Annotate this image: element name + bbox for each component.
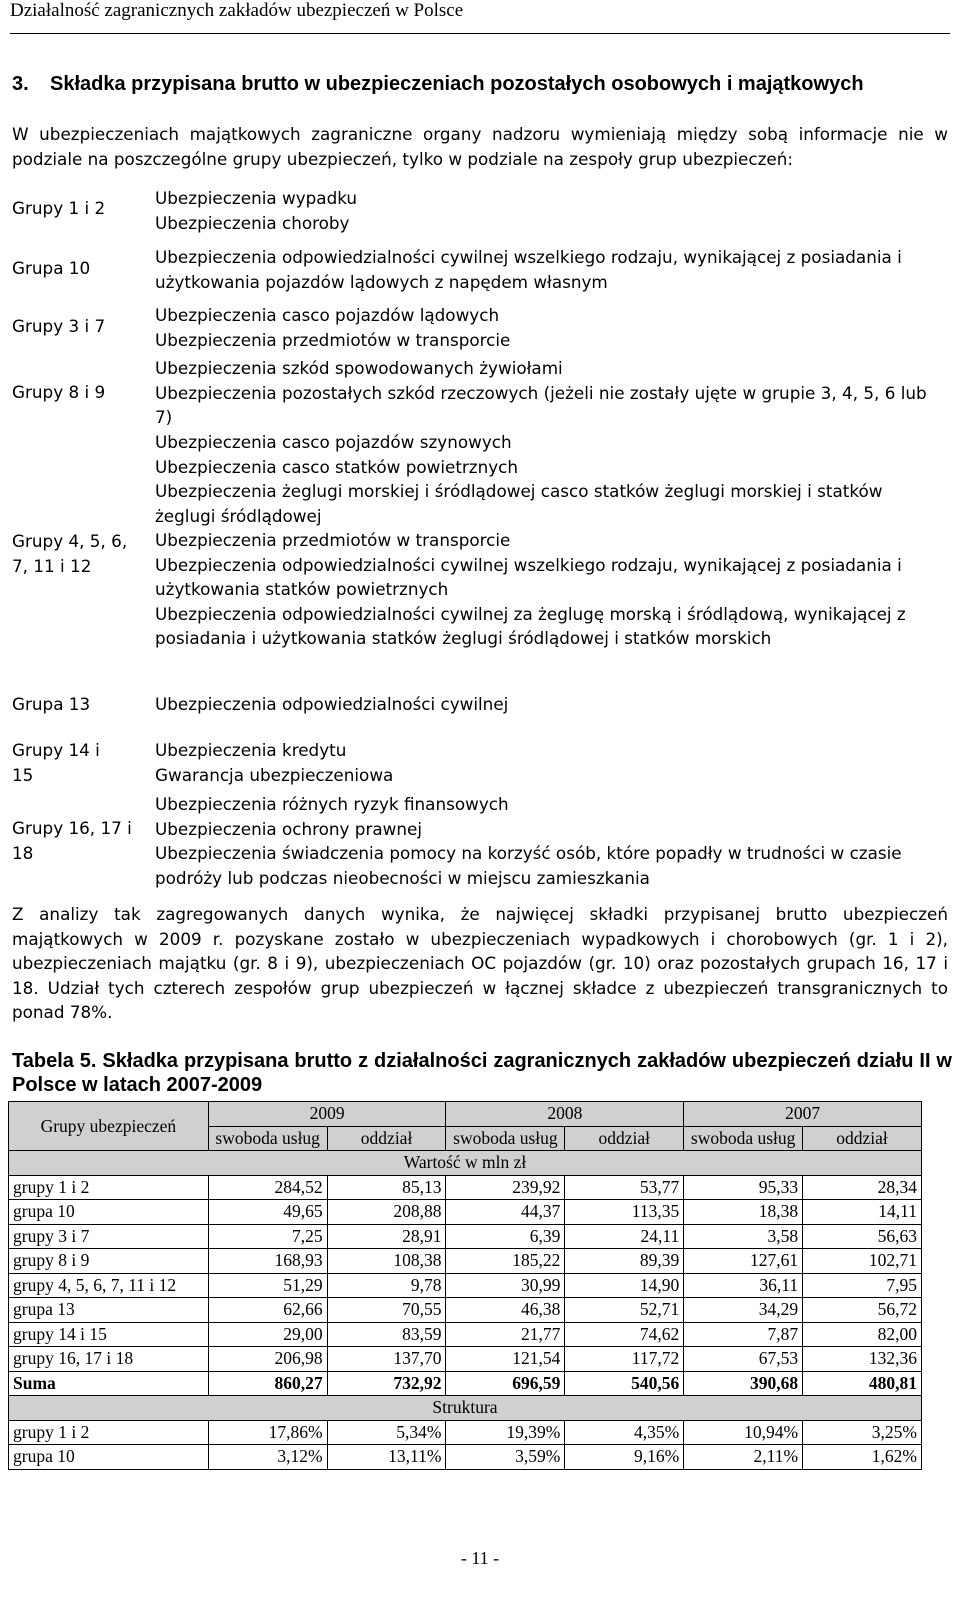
cell-value: 53,77 xyxy=(565,1175,684,1200)
cell-value: 7,95 xyxy=(803,1273,922,1298)
table-caption: Tabela 5. Składka przypisana brutto z działalności zagranicznych zakładów ubezpieczeń działu II w Polsce w latach 2007-2009 xyxy=(12,1050,952,1096)
premium-table xyxy=(8,1101,922,1470)
row-label: grupa 10 xyxy=(9,1445,209,1470)
section-title-text: Składka przypisana brutto w ubezpieczeniach pozostałych osobowych i majątkowych xyxy=(50,73,864,95)
section-title xyxy=(12,72,952,96)
cell-value: 3,12% xyxy=(208,1445,327,1470)
group-desc-line: Ubezpieczenia choroby xyxy=(155,212,350,233)
group-desc-4-12 xyxy=(155,430,945,651)
cell-value: 19,39% xyxy=(446,1420,565,1445)
cell-value: 30,99 xyxy=(446,1273,565,1298)
group-desc-line: Ubezpieczenia casco pojazdów szynowych xyxy=(155,432,512,452)
group-desc-13 xyxy=(155,692,945,717)
section-number: 3. xyxy=(12,73,29,95)
group-desc-line: Ubezpieczenia odpowiedzialności cywilnej wszelkiego rodzaju, wynikającej z posiadania i użytkowania pojazdów lądowych z napędem własnym xyxy=(155,247,902,292)
group-desc-line: Ubezpieczenia wypadku xyxy=(155,188,358,208)
row-label: grupy 3 i 7 xyxy=(9,1224,209,1249)
col-header-year: 2009 xyxy=(208,1102,446,1127)
cell-value: 89,39 xyxy=(565,1249,684,1274)
cell-value: 82,00 xyxy=(803,1322,922,1347)
cell-value: 480,81 xyxy=(803,1371,922,1396)
cell-value: 208,88 xyxy=(327,1200,446,1225)
cell-value: 28,91 xyxy=(327,1224,446,1249)
cell-value: 4,35% xyxy=(565,1420,684,1445)
cell-value: 696,59 xyxy=(446,1371,565,1396)
cell-value: 70,55 xyxy=(327,1298,446,1323)
cell-value: 17,86% xyxy=(208,1420,327,1445)
cell-value: 185,22 xyxy=(446,1249,565,1274)
cell-value: 5,34% xyxy=(327,1420,446,1445)
cell-value: 6,39 xyxy=(446,1224,565,1249)
col-header-oddzial: oddział xyxy=(327,1126,446,1151)
cell-value: 206,98 xyxy=(208,1347,327,1372)
table-row xyxy=(9,1420,922,1445)
cell-value: 95,33 xyxy=(684,1175,803,1200)
cell-value: 28,34 xyxy=(803,1175,922,1200)
group-desc-10 xyxy=(155,245,945,294)
cell-value: 7,25 xyxy=(208,1224,327,1249)
cell-value: 34,29 xyxy=(684,1298,803,1323)
table-row xyxy=(9,1175,922,1200)
table-row xyxy=(9,1347,922,1372)
row-label: grupa 10 xyxy=(9,1200,209,1225)
cell-value: 51,29 xyxy=(208,1273,327,1298)
cell-value: 46,38 xyxy=(446,1298,565,1323)
cell-value: 102,71 xyxy=(803,1249,922,1274)
cell-value: 49,65 xyxy=(208,1200,327,1225)
group-desc-line: Ubezpieczenia szkód spowodowanych żywiołami xyxy=(155,358,563,378)
row-label: grupy 14 i 15 xyxy=(9,1322,209,1347)
cell-value: 83,59 xyxy=(327,1322,446,1347)
cell-value: 3,25% xyxy=(803,1420,922,1445)
group-desc-line: Ubezpieczenia kredytu xyxy=(155,740,347,760)
group-desc-line: Ubezpieczenia różnych ryzyk finansowych xyxy=(155,794,509,814)
cell-value: 14,11 xyxy=(803,1200,922,1225)
table-row xyxy=(9,1249,922,1274)
group-label-4-12: Grupy 4, 5, 6, 7, 11 i 12 xyxy=(12,531,128,576)
group-desc-line: Ubezpieczenia casco statków powietrznych xyxy=(155,456,519,477)
group-desc-line: Ubezpieczenia odpowiedzialności cywilnej xyxy=(155,694,509,714)
cell-value: 3,59% xyxy=(446,1445,565,1470)
page-number: - 11 - xyxy=(460,1548,500,1568)
col-header-oddzial: oddział xyxy=(565,1126,684,1151)
group-desc-1-2 xyxy=(155,186,945,235)
cell-value: 3,58 xyxy=(684,1224,803,1249)
col-header-swoboda: swoboda usług xyxy=(684,1126,803,1151)
cell-value: 10,94% xyxy=(684,1420,803,1445)
cell-value: 1,62% xyxy=(803,1445,922,1470)
cell-value: 52,71 xyxy=(565,1298,684,1323)
cell-value: 137,70 xyxy=(327,1347,446,1372)
cell-value: 121,54 xyxy=(446,1347,565,1372)
col-header-year: 2008 xyxy=(446,1102,684,1127)
table-row xyxy=(9,1322,922,1347)
section-row-values: Wartość w mln zł xyxy=(9,1151,922,1176)
table-body xyxy=(9,1151,922,1470)
col-header-year: 2007 xyxy=(684,1102,922,1127)
group-label-13: Grupa 13 xyxy=(12,694,91,714)
cell-value: 13,11% xyxy=(327,1445,446,1470)
group-label-10: Grupa 10 xyxy=(12,258,91,278)
group-desc-line: Ubezpieczenia pozostałych szkód rzeczowych (jeżeli nie zostały ujęte w grupie 3, 4, 5, 6 lub 7) xyxy=(155,382,927,427)
cell-value: 540,56 xyxy=(565,1371,684,1396)
intro-paragraph: W ubezpieczeniach majątkowych zagraniczne organy nadzoru wymieniają między sobą informacje nie w podziale na poszczególne grupy ubezpieczeń, tylko w podziale na zespoły grup ubezpieczeń: xyxy=(12,124,948,169)
table-row xyxy=(9,1224,922,1249)
cell-value: 860,27 xyxy=(208,1371,327,1396)
table-row xyxy=(9,1200,922,1225)
cell-value: 2,11% xyxy=(684,1445,803,1470)
section-row-structure: Struktura xyxy=(9,1396,922,1421)
table-row xyxy=(9,1273,922,1298)
cell-value: 9,16% xyxy=(565,1445,684,1470)
cell-value: 56,72 xyxy=(803,1298,922,1323)
table-row xyxy=(9,1298,922,1323)
cell-value: 132,36 xyxy=(803,1347,922,1372)
row-label: grupy 1 i 2 xyxy=(9,1420,209,1445)
cell-value: 29,00 xyxy=(208,1322,327,1347)
group-label-1-2: Grupy 1 i 2 xyxy=(12,198,106,218)
col-header-groups: Grupy ubezpieczeń xyxy=(9,1102,209,1151)
cell-value: 24,11 xyxy=(565,1224,684,1249)
group-desc-line: Ubezpieczenia casco pojazdów lądowych xyxy=(155,305,500,325)
cell-value: 113,35 xyxy=(565,1200,684,1225)
cell-value: 284,52 xyxy=(208,1175,327,1200)
summary-paragraph: Z analizy tak zagregowanych danych wynika, że najwięcej składki przypisanej brutto ubezpieczeń majątkowych w 2009 r. pozyskane zostało w ubezpieczeniach wypadkowych i chorobowych (gr. 1 i 2), ubezpieczeniach majątku (gr. 8 i 9), ubezpieczeniach OC pojazdów (gr. 10) oraz pozostałych grupach 16, 17 i 18. Udział tych czterech zespołów grup ubezpieczeń w łącznej składce z ubezpieczeń transgranicznych to ponad 78%. xyxy=(12,904,948,1022)
group-label-3-7: Grupy 3 i 7 xyxy=(12,316,106,336)
cell-value: 18,38 xyxy=(684,1200,803,1225)
cell-value: 14,90 xyxy=(565,1273,684,1298)
cell-value: 56,63 xyxy=(803,1224,922,1249)
table-row xyxy=(9,1445,922,1470)
cell-value: 85,13 xyxy=(327,1175,446,1200)
group-label-16-18: Grupy 16, 17 i 18 xyxy=(12,818,132,863)
group-desc-16-18 xyxy=(155,792,945,890)
cell-value: 127,61 xyxy=(684,1249,803,1274)
cell-value: 21,77 xyxy=(446,1322,565,1347)
cell-value: 74,62 xyxy=(565,1322,684,1347)
group-desc-line: Ubezpieczenia odpowiedzialności cywilnej wszelkiego rodzaju, wynikającej z posiadania i użytkowania statków powietrznych xyxy=(155,554,902,599)
cell-value: 108,38 xyxy=(327,1249,446,1274)
cell-value: 7,87 xyxy=(684,1322,803,1347)
row-label: grupy 1 i 2 xyxy=(9,1175,209,1200)
row-label: grupa 13 xyxy=(9,1298,209,1323)
cell-value: 62,66 xyxy=(208,1298,327,1323)
cell-value: 117,72 xyxy=(565,1347,684,1372)
col-header-oddzial: oddział xyxy=(803,1126,922,1151)
row-label: grupy 16, 17 i 18 xyxy=(9,1347,209,1372)
group-desc-line: Ubezpieczenia ochrony prawnej xyxy=(155,818,422,839)
group-desc-line: Ubezpieczenia przedmiotów w transporcie xyxy=(155,530,511,550)
group-label-8-9: Grupy 8 i 9 xyxy=(12,382,106,402)
col-header-swoboda: swoboda usług xyxy=(446,1126,565,1151)
cell-value: 44,37 xyxy=(446,1200,565,1225)
group-desc-line: Ubezpieczenia żeglugi morskiej i śródlądowej casco statków żeglugi morskiej i statków żeglugi śródlądowej xyxy=(155,481,883,526)
group-desc-14-15 xyxy=(155,738,945,787)
cell-value: 36,11 xyxy=(684,1273,803,1298)
running-header: Działalność zagranicznych zakładów ubezpieczeń w Polsce xyxy=(10,0,950,34)
cell-value: 732,92 xyxy=(327,1371,446,1396)
row-label: grupy 4, 5, 6, 7, 11 i 12 xyxy=(9,1273,209,1298)
table-row xyxy=(9,1371,922,1396)
cell-value: 239,92 xyxy=(446,1175,565,1200)
cell-value: 67,53 xyxy=(684,1347,803,1372)
cell-value: 390,68 xyxy=(684,1371,803,1396)
row-label: grupy 8 i 9 xyxy=(9,1249,209,1274)
group-desc-line: Ubezpieczenia świadczenia pomocy na korzyść osób, które popadły w trudności w czasie podróży lub podczas nieobecności w miejscu zamieszkania xyxy=(155,843,902,888)
group-desc-3-7 xyxy=(155,303,945,352)
group-desc-8-9 xyxy=(155,356,945,430)
cell-value: 9,78 xyxy=(327,1273,446,1298)
group-desc-line: Ubezpieczenia przedmiotów w transporcie xyxy=(155,329,511,350)
group-desc-line: Gwarancja ubezpieczeniowa xyxy=(155,764,394,785)
row-label: Suma xyxy=(9,1371,209,1396)
col-header-swoboda: swoboda usług xyxy=(208,1126,327,1151)
group-label-14-15: Grupy 14 i 15 xyxy=(12,740,100,785)
cell-value: 168,93 xyxy=(208,1249,327,1274)
group-desc-line: Ubezpieczenia odpowiedzialności cywilnej za żeglugę morską i śródlądową, wynikającej z posiadania i użytkowania statków żeglugi śródlądowej i statków morskich xyxy=(155,603,906,648)
